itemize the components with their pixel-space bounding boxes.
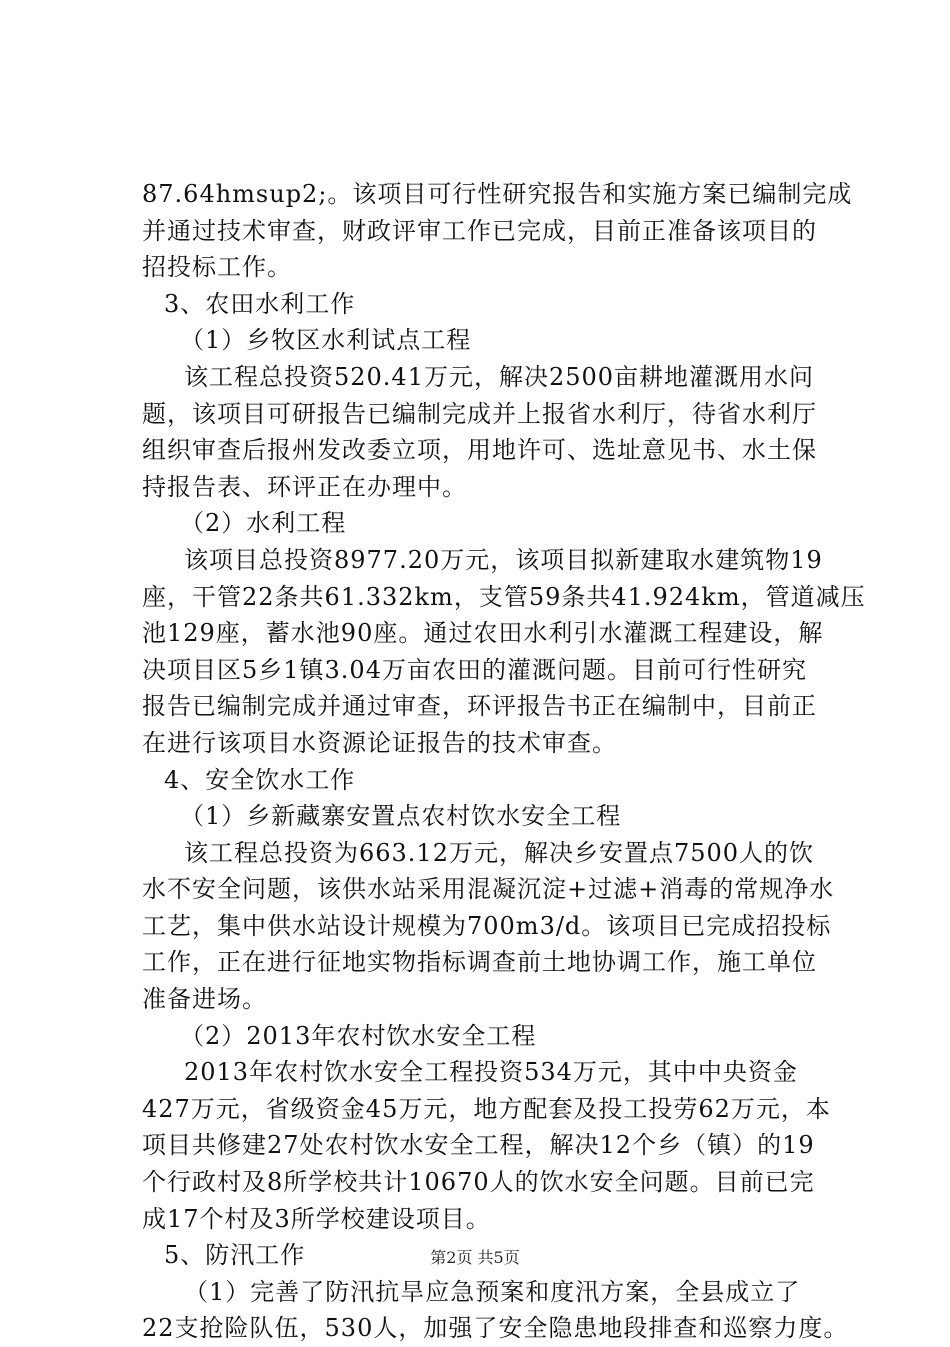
text-line: （1）乡牧区水利试点工程 (180, 326, 472, 355)
text-line: 个行政村及8所学校共计10670人的饮水安全问题。目前已完 (142, 1168, 815, 1197)
text-line: 决项目区5乡1镇3.04万亩农田的灌溉问题。目前可行性研究 (142, 655, 807, 684)
text-line: （1）完善了防汛抗旱应急预案和度汛方案，全县成立了 (184, 1277, 801, 1306)
text-line: 池129座，蓄水池90座。通过农田水利引水灌溉工程建设，解 (142, 619, 824, 648)
text-line: 组织审查后报州发改委立项，用地许可、选址意见书、水土保 (142, 436, 817, 465)
text-line: 3、农田水利工作 (164, 289, 356, 318)
text-line: 座，干管22条共61.332km，支管59条共41.924km，管道减压 (142, 582, 866, 611)
text-line: 该项目总投资8977.20万元，该项目拟新建取水建筑物19 (184, 545, 823, 574)
text-line: 在进行该项目水资源论证报告的技术审查。 (142, 728, 617, 757)
text-line: 项目共修建27处农村饮水安全工程，解决12个乡（镇）的19 (142, 1131, 815, 1160)
text-line: 招投标工作。 (142, 253, 292, 282)
text-line: 持报告表、环评正在办理中。 (142, 472, 467, 501)
text-line: 准备进场。 (142, 985, 267, 1014)
page-footer: 第2页 共5页 (430, 1248, 520, 1267)
text-line: 题，该项目可研报告已编制完成并上报省水利厅，待省水利厅 (142, 399, 817, 428)
text-line: 报告已编制完成并通过审查，环评报告书正在编制中，目前正 (142, 692, 817, 721)
text-line: 4、安全饮水工作 (164, 765, 356, 794)
text-line: 427万元，省级资金45万元，地方配套及投工投劳62万元，本 (142, 1094, 831, 1123)
text-line: 工作，正在进行征地实物指标调查前土地协调工作，施工单位 (142, 948, 817, 977)
text-line: 该工程总投资为663.12万元，解决乡安置点7500人的饮 (184, 838, 815, 867)
text-line: 2013年农村饮水安全工程投资534万元，其中中央资金 (184, 1058, 798, 1087)
text-line: 5、防汛工作 (164, 1241, 306, 1270)
text-line: 22支抢险队伍，530人，加强了安全隐患地段排查和巡察力度。 (142, 1314, 849, 1343)
text-line: （2）2013年农村饮水安全工程 (180, 1021, 537, 1050)
text-line: 并通过技术审查，财政评审工作已完成，目前正准备该项目的 (142, 216, 817, 245)
document-body (142, 176, 866, 1347)
text-line: 87.64hmsup2;。该项目可行性研究报告和实施方案已编制完成 (142, 180, 853, 208)
text-line: （1）乡新藏寨安置点农村饮水安全工程 (180, 802, 622, 831)
text-line: 成17个村及3所学校建设项目。 (142, 1204, 491, 1233)
text-line: 该工程总投资520.41万元，解决2500亩耕地灌溉用水问 (184, 362, 815, 391)
text-line: 工艺，集中供水站设计规模为700m3/d。该项目已完成招投标 (142, 911, 832, 940)
text-line: （2）水利工程 (180, 509, 347, 538)
text-line: 水不安全问题，该供水站采用混凝沉淀+过滤+消毒的常规净水 (142, 875, 835, 904)
